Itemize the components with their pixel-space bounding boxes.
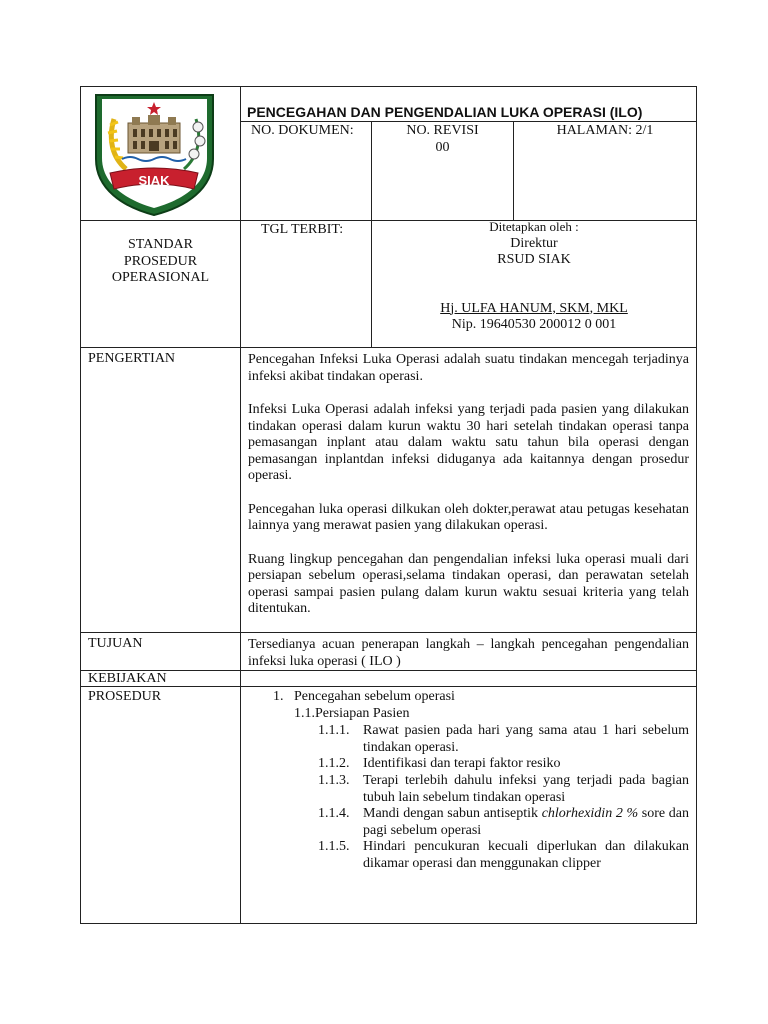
instansi: RSUD SIAK [497,252,571,267]
row-divider-prosedur [80,686,697,687]
prosedur-step-1: Pencegahan sebelum operasi [294,689,455,704]
no-dokumen-label: NO. DOKUMEN: [251,123,354,138]
list-item [318,806,690,839]
item-number: 1.1.4. [318,806,350,821]
item-text-italic: chlorhexidin 2 % [541,806,639,821]
item-text: Hindari pencukuran kecuali diperlukan dan dilakukan dikamar operasi dan menggunakan clipper [363,839,689,871]
no-revisi-value: 00 [435,139,450,155]
pengertian-paragraph-2: Infeksi Luka Operasi adalah infeksi yang terjadi pada pasien yang dilakukan tindakan operasi dalam kurun waktu 30 hari setelah tindakan operasi tanpa pemasangan inplant atau dalam waktu satu tahun bila operasi dengan pemasangan inplantdan infeksi diduganya ada kaitannya dengan prosedur operasi. [248,402,689,483]
item-number: 1.1.5. [318,839,350,854]
item-text: Identifikasi dan terapi faktor resiko [363,756,561,771]
tujuan-label: TUJUAN [88,636,143,651]
item-text: Terapi terlebih dahulu infeksi yang terjadi pada bagian tubuh lain sebelum tindakan operasi [363,773,689,805]
pengertian-label: PENGERTIAN [88,351,176,366]
prosedur-sub-1-1: 1.1.Persiapan Pasien [294,706,410,721]
table-border-top [80,86,697,87]
table-border-left [80,86,81,924]
table-border-right [696,86,697,924]
prosedur-label: PROSEDUR [88,689,162,704]
logo-text: SIAK [138,173,170,188]
header-title-underline [240,121,697,122]
item-text: Rawat pasien pada hari yang sama atau 1 hari sebelum tindakan operasi. [363,723,689,755]
row-divider-kebijakan [80,670,697,671]
list-item [318,773,690,806]
siak-emblem-icon [88,89,221,217]
row-divider-tujuan [80,632,697,633]
signatory-name: Hj. ULFA HANUM, SKM, MKL [440,300,628,316]
sop-label [81,237,240,287]
list-item [318,839,690,889]
item-text [363,806,689,839]
row-divider-pengertian [80,347,697,348]
sop-line-1: STANDAR [128,237,193,252]
item-number: 1.1.2. [318,756,350,771]
siak-logo [88,89,221,217]
tujuan-text: Tersedianya acuan penerapan langkah – langkah pencegahan pengendalian infeksi luka operasi ( ILO ) [248,637,689,669]
column-divider [240,86,241,924]
logo-text-arabic: سياك [141,192,167,205]
no-revisi-label: NO. REVISI [406,123,479,138]
signatory-nip: Nip. 19640530 200012 0 001 [451,317,617,332]
item-number: 1.1.1. [318,723,350,738]
jabatan: Direktur [510,235,558,251]
tgl-terbit-label: TGL TERBIT: [261,222,344,237]
prosedur-items [318,723,690,889]
list-item [318,756,690,773]
list-item [318,723,690,756]
sop-line-3: OPERASIONAL [111,270,210,285]
no-revisi-cell [372,123,513,156]
prosedur-step-1-number: 1. [273,689,284,704]
kebijakan-label: KEBIJAKAN [88,671,167,686]
pengertian-paragraph-1: Pencegahan Infeksi Luka Operasi adalah suatu tindakan mencegah terjadinya infeksi akibat tindakan operasi. [248,352,689,384]
ditetapkan-block [372,219,696,334]
ditetapkan-label: Ditetapkan oleh : [489,219,579,234]
pengertian-paragraph-3: Pencegahan luka operasi dilkukan oleh dokter,perawat atau petugas kesehatan lainnya yang merawat pasien yang dilakukan operasi. [248,501,689,533]
halaman-label: HALAMAN: 2/1 [556,123,654,138]
item-number: 1.1.3. [318,773,350,788]
sop-line-2: PROSEDUR [123,253,198,269]
table-border-bottom [80,923,697,924]
pengertian-content [248,352,689,618]
document-title: PENCEGAHAN DAN PENGENDALIAN LUKA OPERASI (ILO) [247,104,643,120]
item-text-part: sore dan pagi sebelum operasi [363,806,689,838]
item-text-part: Mandi dengan sabun antiseptik [363,806,542,821]
pengertian-paragraph-4: Ruang lingkup pencegahan dan pengendalian infeksi luka operasi muali dari persiapan sebelum operasi,selama tindakan operasi, dan perawatan setelah operasi sampai pasien pulang dalam kurun waktu sesuai kriteria yang telah ditentukan. [248,551,689,616]
